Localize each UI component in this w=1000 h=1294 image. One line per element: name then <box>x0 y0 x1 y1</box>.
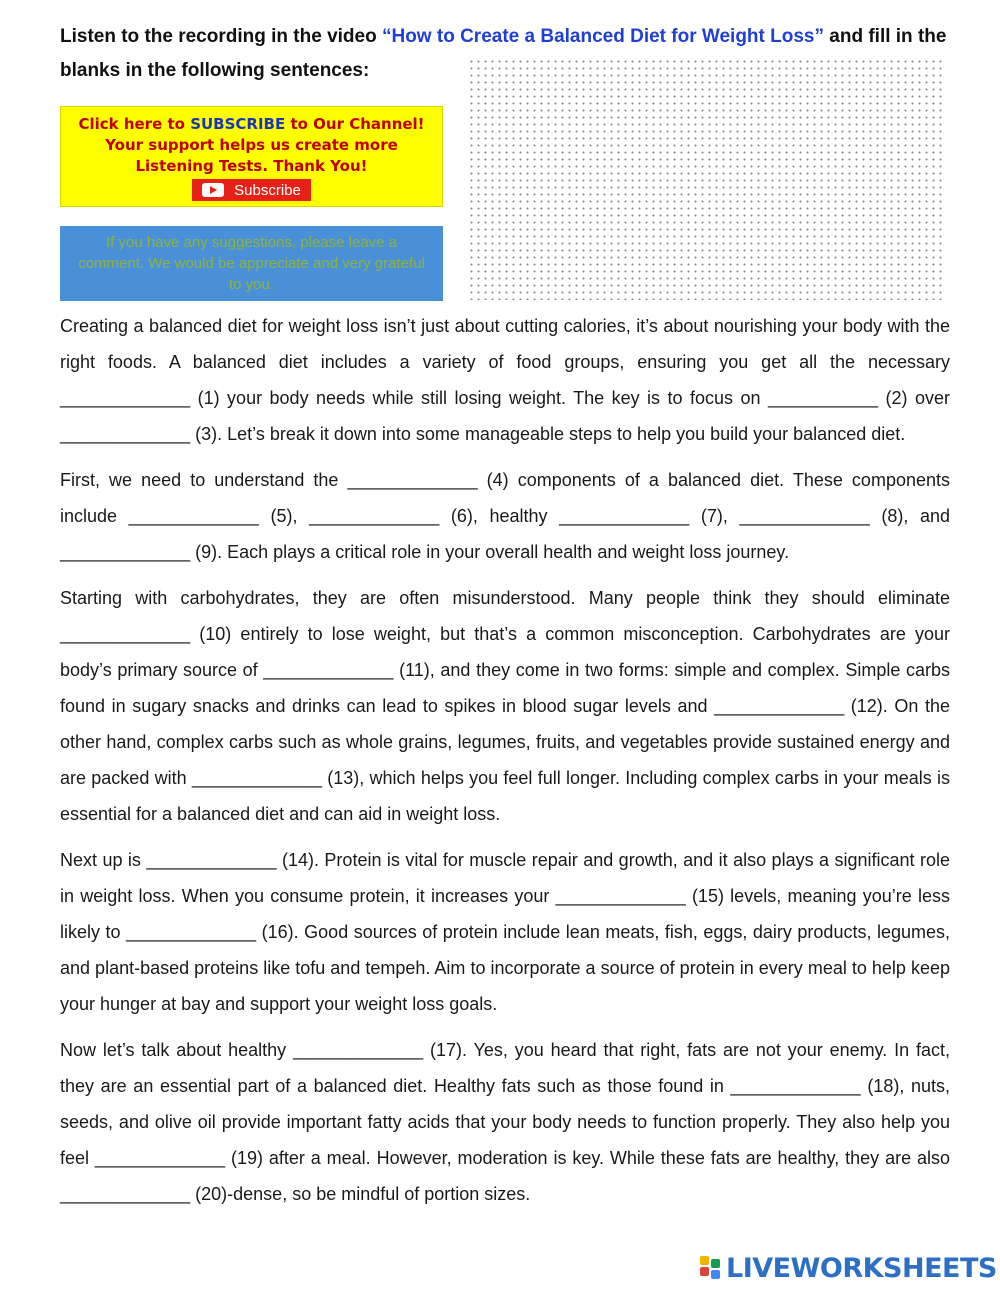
subscribe-line-1 <box>61 114 442 135</box>
liveworksheets-logo-icon <box>700 1256 722 1280</box>
instruction-suffix: and fill in the blanks in the following sentences: <box>60 26 947 81</box>
watermark-text: LIVEWORKSHEETS <box>726 1252 997 1284</box>
subscribe-line-1a: Click here to <box>78 115 191 133</box>
video-player-placeholder[interactable] <box>468 58 944 300</box>
video-title: “How to Create a Balanced Diet for Weight Loss” <box>381 26 824 47</box>
subscribe-line-3: Listening Tests. Thank You! <box>135 157 368 175</box>
paragraph-3: Starting with carbohydrates, they are often misunderstood. Many people think they should eliminate _____________ (10) entirely to lose weight, but that’s a common misconception. Carbohydrates are your body’s primary source of _____________ (11), and they come in two forms: simple and complex. Simple carbs found in sugary snacks and drinks can lead to spikes in blood sugar levels and _____________ (12). On the other hand, complex carbs such as whole grains, legumes, fruits, and vegetables provide sustained energy and are packed with _____________ (13), which helps you feel full longer. Including complex carbs in your meals is essential for a balanced diet and can aid in weight loss. <box>60 588 950 824</box>
instruction-prefix: Listen to the recording in the video <box>60 26 382 47</box>
subscribe-word: SUBSCRIBE <box>190 115 286 133</box>
subscribe-line-1c: to Our Channel! <box>285 115 425 133</box>
paragraph-5: Now let’s talk about healthy _____________ (17). Yes, you heard that right, fats are not your enemy. In fact, they are an essential part of a balanced diet. Healthy fats such as those found in _____________ (18), nuts, seeds, and olive oil provide important fatty acids that your body needs to function properly. They also help you feel _____________ (19) after a meal. However, moderation is key. While these fats are healthy, they are also _____________ (20)-dense, so be mindful of portion sizes. <box>60 1040 950 1204</box>
subscribe-button[interactable] <box>192 179 311 201</box>
exercise-text <box>60 308 950 1222</box>
youtube-play-icon <box>202 183 224 197</box>
paragraph-2: First, we need to understand the _____________ (4) components of a balanced diet. These components include _____________ (5), _____________ (6), healthy _____________ (7), _____________ (8), and _____________ (9). Each plays a critical role in your overall health and weight loss journey. <box>60 470 950 562</box>
subscribe-banner[interactable] <box>60 106 443 207</box>
subscribe-line-2: Your support helps us create more <box>105 136 398 154</box>
paragraph-1: Creating a balanced diet for weight loss isn’t just about cutting calories, it’s about nourishing your body with the right foods. A balanced diet includes a variety of food groups, ensuring you get all the necessary _____________ (1) your body needs while still losing weight. The key is to focus on ___________ (2) over _____________ (3). Let’s break it down into some manageable steps to help you build your balanced diet. <box>60 316 950 444</box>
liveworksheets-watermark <box>700 1252 997 1284</box>
paragraph-4: Next up is _____________ (14). Protein is vital for muscle repair and growth, and it also plays a significant role in weight loss. When you consume protein, it increases your _____________ (15) levels, meaning you’re less likely to _____________ (16). Good sources of protein include lean meats, fish, eggs, dairy products, legumes, and plant-based proteins like tofu and tempeh. Aim to incorporate a source of protein in every meal to help keep your hunger at bay and support your weight loss goals. <box>60 850 950 1014</box>
suggestion-box: If you have any suggestions, please leave a comment. We would be appreciate and very grateful to you. <box>60 226 443 301</box>
subscribe-button-label: Subscribe <box>234 181 301 199</box>
